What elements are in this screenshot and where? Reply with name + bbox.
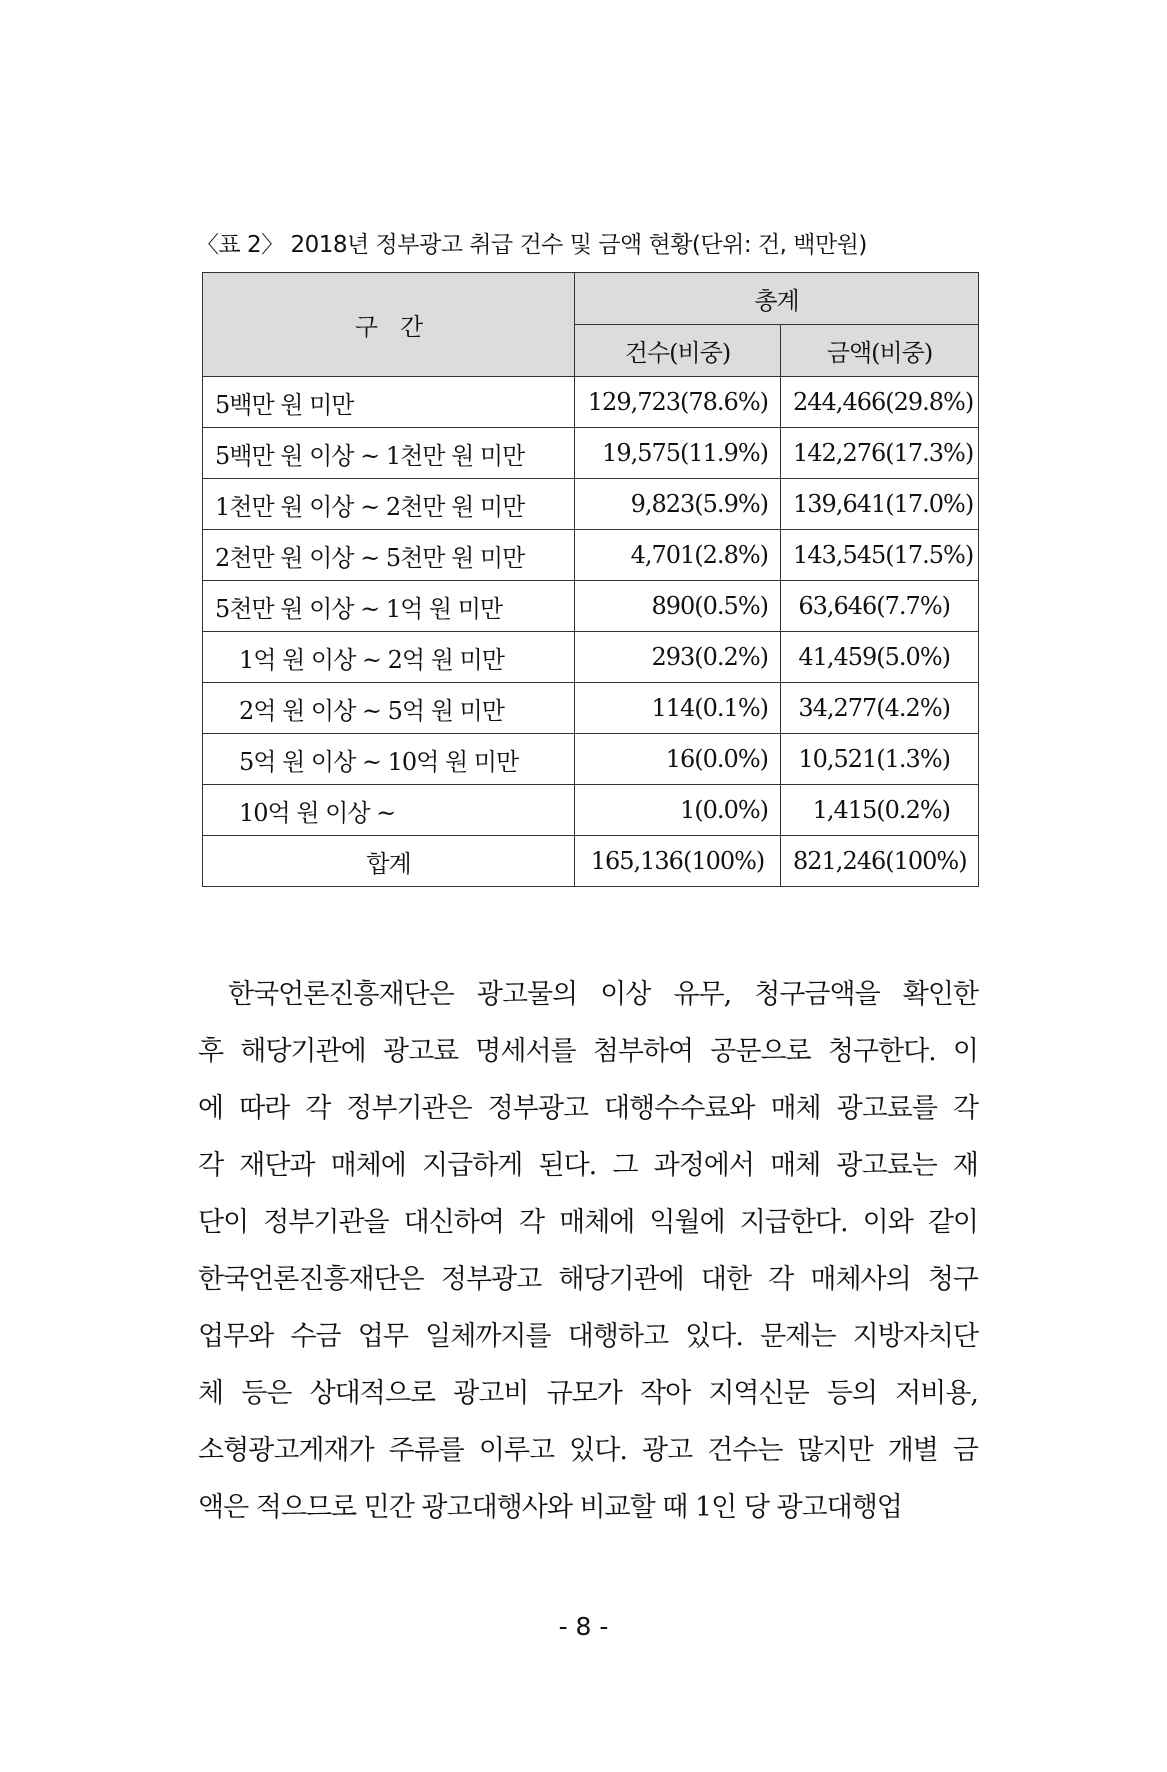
row-label: 5백만 원 미만 [203,377,575,428]
row-count: 19,575(11.9%) [575,428,781,479]
total-count: 165,136(100%) [575,836,781,887]
header-count: 건수(비중) [575,325,781,377]
row-amount: 244,466(29.8%) [781,377,979,428]
table-row [203,377,979,428]
row-amount: 139,641(17.0%) [781,479,979,530]
header-total: 총계 [575,273,979,325]
body-line: 한국언론진흥재단은 광고물의 이상 유무, 청구금액을 확인한 [228,979,978,1010]
row-label: 2억 원 이상 ~ 5억 원 미만 [203,683,575,734]
row-count: 1(0.0%) [575,785,781,836]
body-line: 체 등은 상대적으로 광고비 규모가 작아 지역신문 등의 저비용, [198,1378,978,1409]
row-label: 5천만 원 이상 ~ 1억 원 미만 [203,581,575,632]
row-count: 114(0.1%) [575,683,781,734]
row-label: 5억 원 이상 ~ 10억 원 미만 [203,734,575,785]
table-header-row [203,273,979,325]
page-number: - 8 - [558,1612,609,1641]
table-row [203,683,979,734]
row-count: 4,701(2.8%) [575,530,781,581]
table-row [203,632,979,683]
row-count: 9,823(5.9%) [575,479,781,530]
row-amount: 34,277(4.2%) [781,683,979,734]
body-paragraph [198,966,978,1536]
row-amount: 41,459(5.0%) [781,632,979,683]
row-count: 129,723(78.6%) [575,377,781,428]
body-line: 액은 적으므로 민간 광고대행사와 비교할 때 1인 당 광고대행업 [198,1492,902,1523]
body-line: 단이 정부기관을 대신하여 각 매체에 익월에 지급한다. 이와 같이 [198,1207,978,1238]
table-row [203,734,979,785]
row-label: 1천만 원 이상 ~ 2천만 원 미만 [203,479,575,530]
table-row [203,785,979,836]
body-line: 에 따라 각 정부기관은 정부광고 대행수수료와 매체 광고료를 각 [198,1093,978,1124]
row-amount: 10,521(1.3%) [781,734,979,785]
body-line: 각 재단과 매체에 지급하게 된다. 그 과정에서 매체 광고료는 재 [198,1150,978,1181]
header-amount: 금액(비중) [781,325,979,377]
row-count: 293(0.2%) [575,632,781,683]
table-row [203,530,979,581]
row-amount: 142,276(17.3%) [781,428,979,479]
row-label: 1억 원 이상 ~ 2억 원 미만 [203,632,575,683]
row-amount: 63,646(7.7%) [781,581,979,632]
total-amount: 821,246(100%) [781,836,979,887]
total-label: 합계 [203,836,575,887]
body-line: 후 해당기관에 광고료 명세서를 첨부하여 공문으로 청구한다. 이 [198,1036,978,1067]
table-row [203,479,979,530]
body-line: 업무와 수금 업무 일체까지를 대행하고 있다. 문제는 지방자치단 [198,1321,978,1352]
row-label: 10억 원 이상 ~ [203,785,575,836]
table-row [203,581,979,632]
body-line: 소형광고게재가 주류를 이루고 있다. 광고 건수는 많지만 개별 금 [198,1435,978,1466]
row-amount: 143,545(17.5%) [781,530,979,581]
row-amount: 1,415(0.2%) [781,785,979,836]
table-total-row [203,836,979,887]
header-section: 구 간 [203,273,575,377]
table-caption: 〈표 2〉 2018년 정부광고 취급 건수 및 금액 현황(단위: 건, 백만원) [196,232,867,258]
ad-statistics-table [202,272,979,887]
row-count: 16(0.0%) [575,734,781,785]
table-row [203,428,979,479]
row-count: 890(0.5%) [575,581,781,632]
row-label: 2천만 원 이상 ~ 5천만 원 미만 [203,530,575,581]
row-label: 5백만 원 이상 ~ 1천만 원 미만 [203,428,575,479]
body-line: 한국언론진흥재단은 정부광고 해당기관에 대한 각 매체사의 청구 [198,1264,978,1295]
